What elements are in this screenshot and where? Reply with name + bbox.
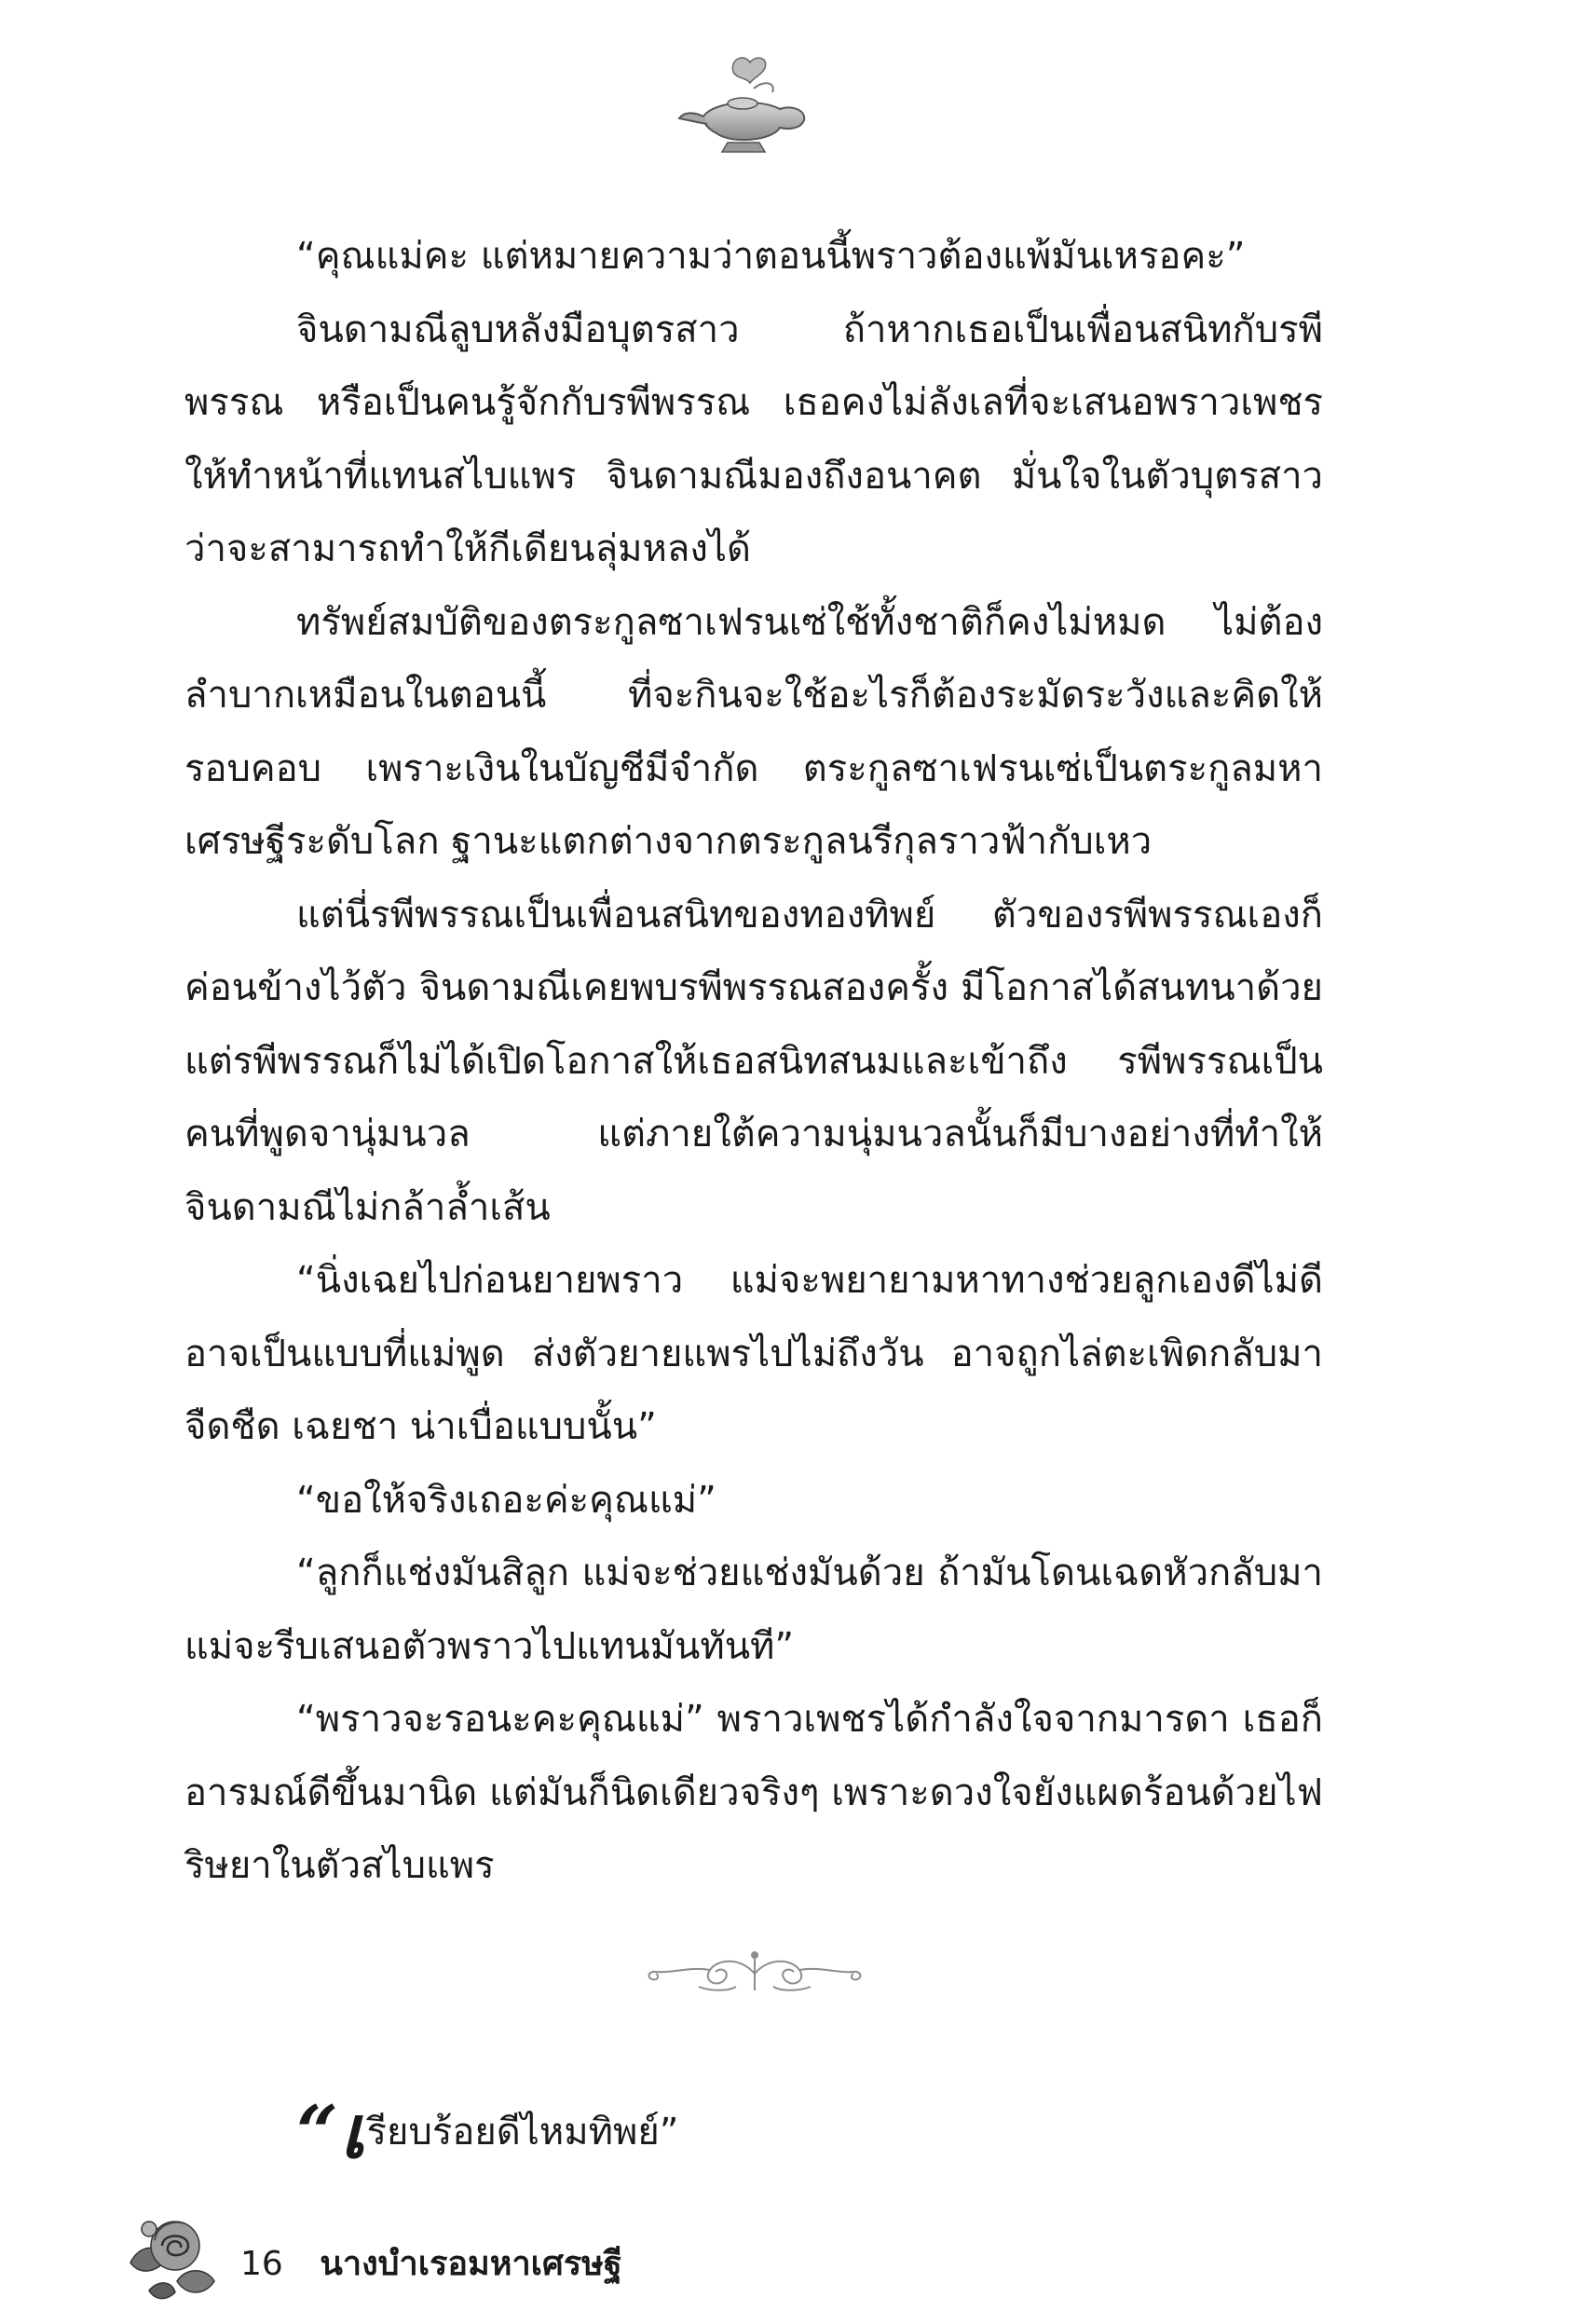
rose-icon (121, 2207, 224, 2304)
paragraph: “ลูกก็แช่งมันสิลูก แม่จะช่วยแช่งมันด้วย ถ้ามันโดนเฉดหัวกลับมา แม่จะรีบเสนอตัวพราวไปแทนมันทันที” (184, 1552, 1323, 1668)
book-title: นางบำเรอมหาเศรษฐี (320, 2245, 622, 2283)
next-section-opening (296, 2074, 679, 2190)
page-footer (240, 2236, 622, 2290)
page-number: 16 (240, 2245, 283, 2283)
paragraph: “นิ่งเฉยไปก่อนยายพราว แม่จะพยายามหาทางช่วยลูกเองดีไม่ดีอาจเป็นแบบที่แม่พูด ส่งตัวยายแพรไปไม่ถึงวัน อาจถูกไล่ตะเพิดกลับมา จืดชืด เฉยชา น่าเบื่อแบบนั้น” (184, 1259, 1323, 1448)
paragraph: ทรัพย์สมบัติของตระกูลซาเฟรนเซ่ใช้ทั้งชาติก็คงไม่หมด ไม่ต้องลำบากเหมือนในตอนนี้ ที่จะกินจะใช้อะไรก็ต้องระมัดระวังและคิดให้รอบคอบ เพราะเงินในบัญชีมีจำกัด ตระกูลซาเฟรนเซ่เป็นตระกูลมหาเศรษฐีระดับโลก ฐานะแตกต่างจากตระกูลนรีกุลราวฟ้ากับเหว (184, 600, 1323, 863)
lamp-ornament-icon (675, 51, 815, 163)
paragraph: จินดามณีลูบหลังมือบุตรสาว ถ้าหากเธอเป็นเพื่อนสนิทกับรพีพรรณ หรือเป็นคนรู้จักกับรพีพรรณ เธอคงไม่ลังเลที่จะเสนอพราวเพชรให้ทำหน้าที่แทนสไบแพร จินดามณีมองถึงอนาคต มั่นใจในตัวบุตรสาวว่าจะสามารถทำให้กีเดียนลุ่มหลงได้ (184, 308, 1323, 570)
drop-letter: เ (339, 2090, 365, 2175)
opening-text: รียบร้อยดีไหมทิพย์” (366, 2111, 679, 2154)
story-text (184, 220, 1323, 1903)
paragraph: แต่นี่รพีพรรณเป็นเพื่อนสนิทของทองทิพย์ ตัวของรพีพรรณเองก็ค่อนข้างไว้ตัว จินดามณีเคยพบรพีพรรณสองครั้ง มีโอกาสได้สนทนาด้วย แต่รพีพรรณก็ไม่ได้เปิดโอกาสให้เธอสนิทสนมและเข้าถึง รพีพรรณเป็นคนที่พูดจานุ่มนวล แต่ภายใต้ความนุ่มนวลนั้นก็มีบางอย่างที่ทำให้จินดามณีไม่กล้าล้ำเส้น (184, 893, 1323, 1229)
flourish-divider-icon (643, 1946, 866, 2002)
drop-quote-mark: “ (296, 2090, 338, 2175)
paragraph: “พราวจะรอนะคะคุณแม่” พราวเพชรได้กำลังใจจากมารดา เธอก็อารมณ์ดีขึ้นมานิด แต่มันก็นิดเดียวจริงๆ เพราะดวงใจยังแผดร้อนด้วยไฟริษยาในตัวสไบแพร (184, 1698, 1323, 1887)
paragraph: “ขอให้จริงเถอะค่ะคุณแม่” (296, 1478, 716, 1522)
paragraph: “คุณแม่คะ แต่หมายความว่าตอนนี้พราวต้องแพ้มันเหรอคะ” (296, 235, 1246, 278)
